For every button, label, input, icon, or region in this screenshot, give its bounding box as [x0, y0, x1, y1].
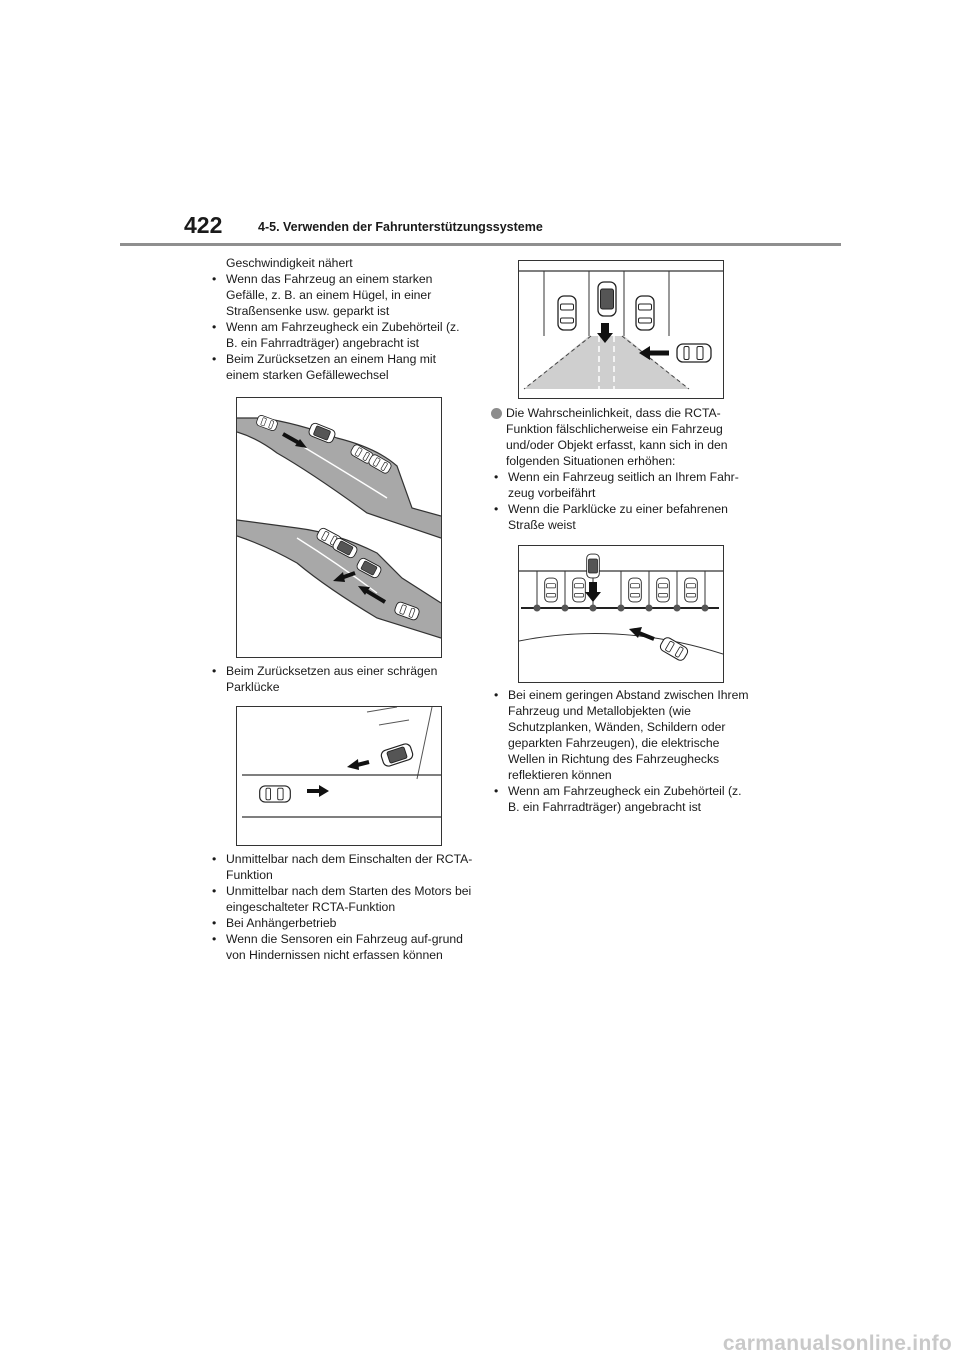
bullet-symbol: • — [212, 664, 217, 678]
list-item — [209, 351, 469, 383]
header-rule — [120, 243, 841, 246]
list-item — [491, 783, 756, 815]
list-item — [209, 319, 469, 351]
figure-parking-lot-detection — [518, 260, 724, 399]
list-item — [491, 687, 756, 783]
bullet-symbol: • — [494, 784, 499, 798]
figure-slope-reversing — [236, 397, 442, 658]
bullet-symbol: • — [212, 916, 217, 930]
list-item-text: Wenn das Fahrzeug an einem starken Gefälle, z. B. an einem Hügel, in einer Straßensenke usw. geparkt ist — [226, 272, 433, 318]
list-item-text: Bei Anhängerbetrieb — [226, 916, 337, 930]
list-item — [491, 501, 756, 533]
left-text-block-c — [209, 851, 474, 963]
right-text-block-a — [491, 405, 756, 533]
figure-angled-parking — [236, 706, 442, 846]
bullet-symbol: • — [212, 352, 217, 366]
list-item — [209, 851, 474, 883]
list-item-text: Beim Zurücksetzen an einem Hang mit einem starken Gefällewechsel — [226, 352, 436, 382]
list-item-text: Wenn am Fahrzeugheck ein Zubehörteil (z. B. ein Fahrradträger) angebracht ist — [508, 784, 742, 814]
right-text-block-b — [491, 687, 756, 815]
watermark: carmanualsonline.info — [722, 1332, 952, 1355]
list-item-text: Wenn die Parklücke zu einer befahrenen Straße weist — [508, 502, 728, 532]
left-text-block-a — [209, 255, 469, 383]
bullet-symbol: • — [212, 272, 217, 286]
list-item — [209, 931, 474, 963]
section-title: 4-5. Verwenden der Fahrunterstützungssysteme — [258, 220, 543, 234]
list-item-text: Wenn ein Fahrzeug seitlich an Ihrem Fahr-zeug vorbeifährt — [508, 470, 739, 500]
bullet-symbol: • — [494, 688, 499, 702]
list-item — [209, 271, 469, 319]
list-item-text: Unmittelbar nach dem Einschalten der RCTA-Funktion — [226, 852, 473, 882]
list-item — [209, 883, 474, 915]
list-item-text: Unmittelbar nach dem Starten des Motors bei eingeschalteter RCTA-Funktion — [226, 884, 472, 914]
page-number: 422 — [184, 212, 223, 238]
figure-parking-facing-road — [518, 545, 724, 683]
bullet-symbol: • — [494, 502, 499, 516]
bullet-symbol: • — [212, 884, 217, 898]
bullet-symbol: • — [212, 320, 217, 334]
bullet-symbol: • — [212, 932, 217, 946]
point-text: Die Wahrscheinlichkeit, dass die RCTA-Funktion fälschlicherweise ein Fahrzeug und/oder Objekt erfasst, kann sich in den folgenden Situationen erhöhen: — [506, 406, 728, 468]
list-item-text: Wenn die Sensoren ein Fahrzeug auf-grund von Hindernissen nicht erfassen können — [226, 932, 463, 962]
bullet-symbol: • — [494, 470, 499, 484]
list-item-text: Wenn am Fahrzeugheck ein Zubehörteil (z. B. ein Fahrradträger) angebracht ist — [226, 320, 460, 350]
point-item — [491, 405, 756, 469]
list-item — [209, 915, 474, 931]
list-item — [491, 469, 756, 501]
intro-continuation: Geschwindigkeit nähert — [226, 256, 353, 270]
list-item-text: Beim Zurücksetzen aus einer schrägen Parklücke — [226, 664, 438, 694]
list-item — [209, 663, 469, 695]
left-text-block-b — [209, 663, 469, 695]
gray-dot-marker — [491, 408, 502, 419]
list-item-text: Bei einem geringen Abstand zwischen Ihrem Fahrzeug und Metallobjekten (wie Schutzplanken, Wänden, Schildern oder geparkten Fahrzeugen), die elektrische Wellen in Richtung des Fahrzeughecks reflektieren können — [508, 688, 749, 782]
bullet-symbol: • — [212, 852, 217, 866]
